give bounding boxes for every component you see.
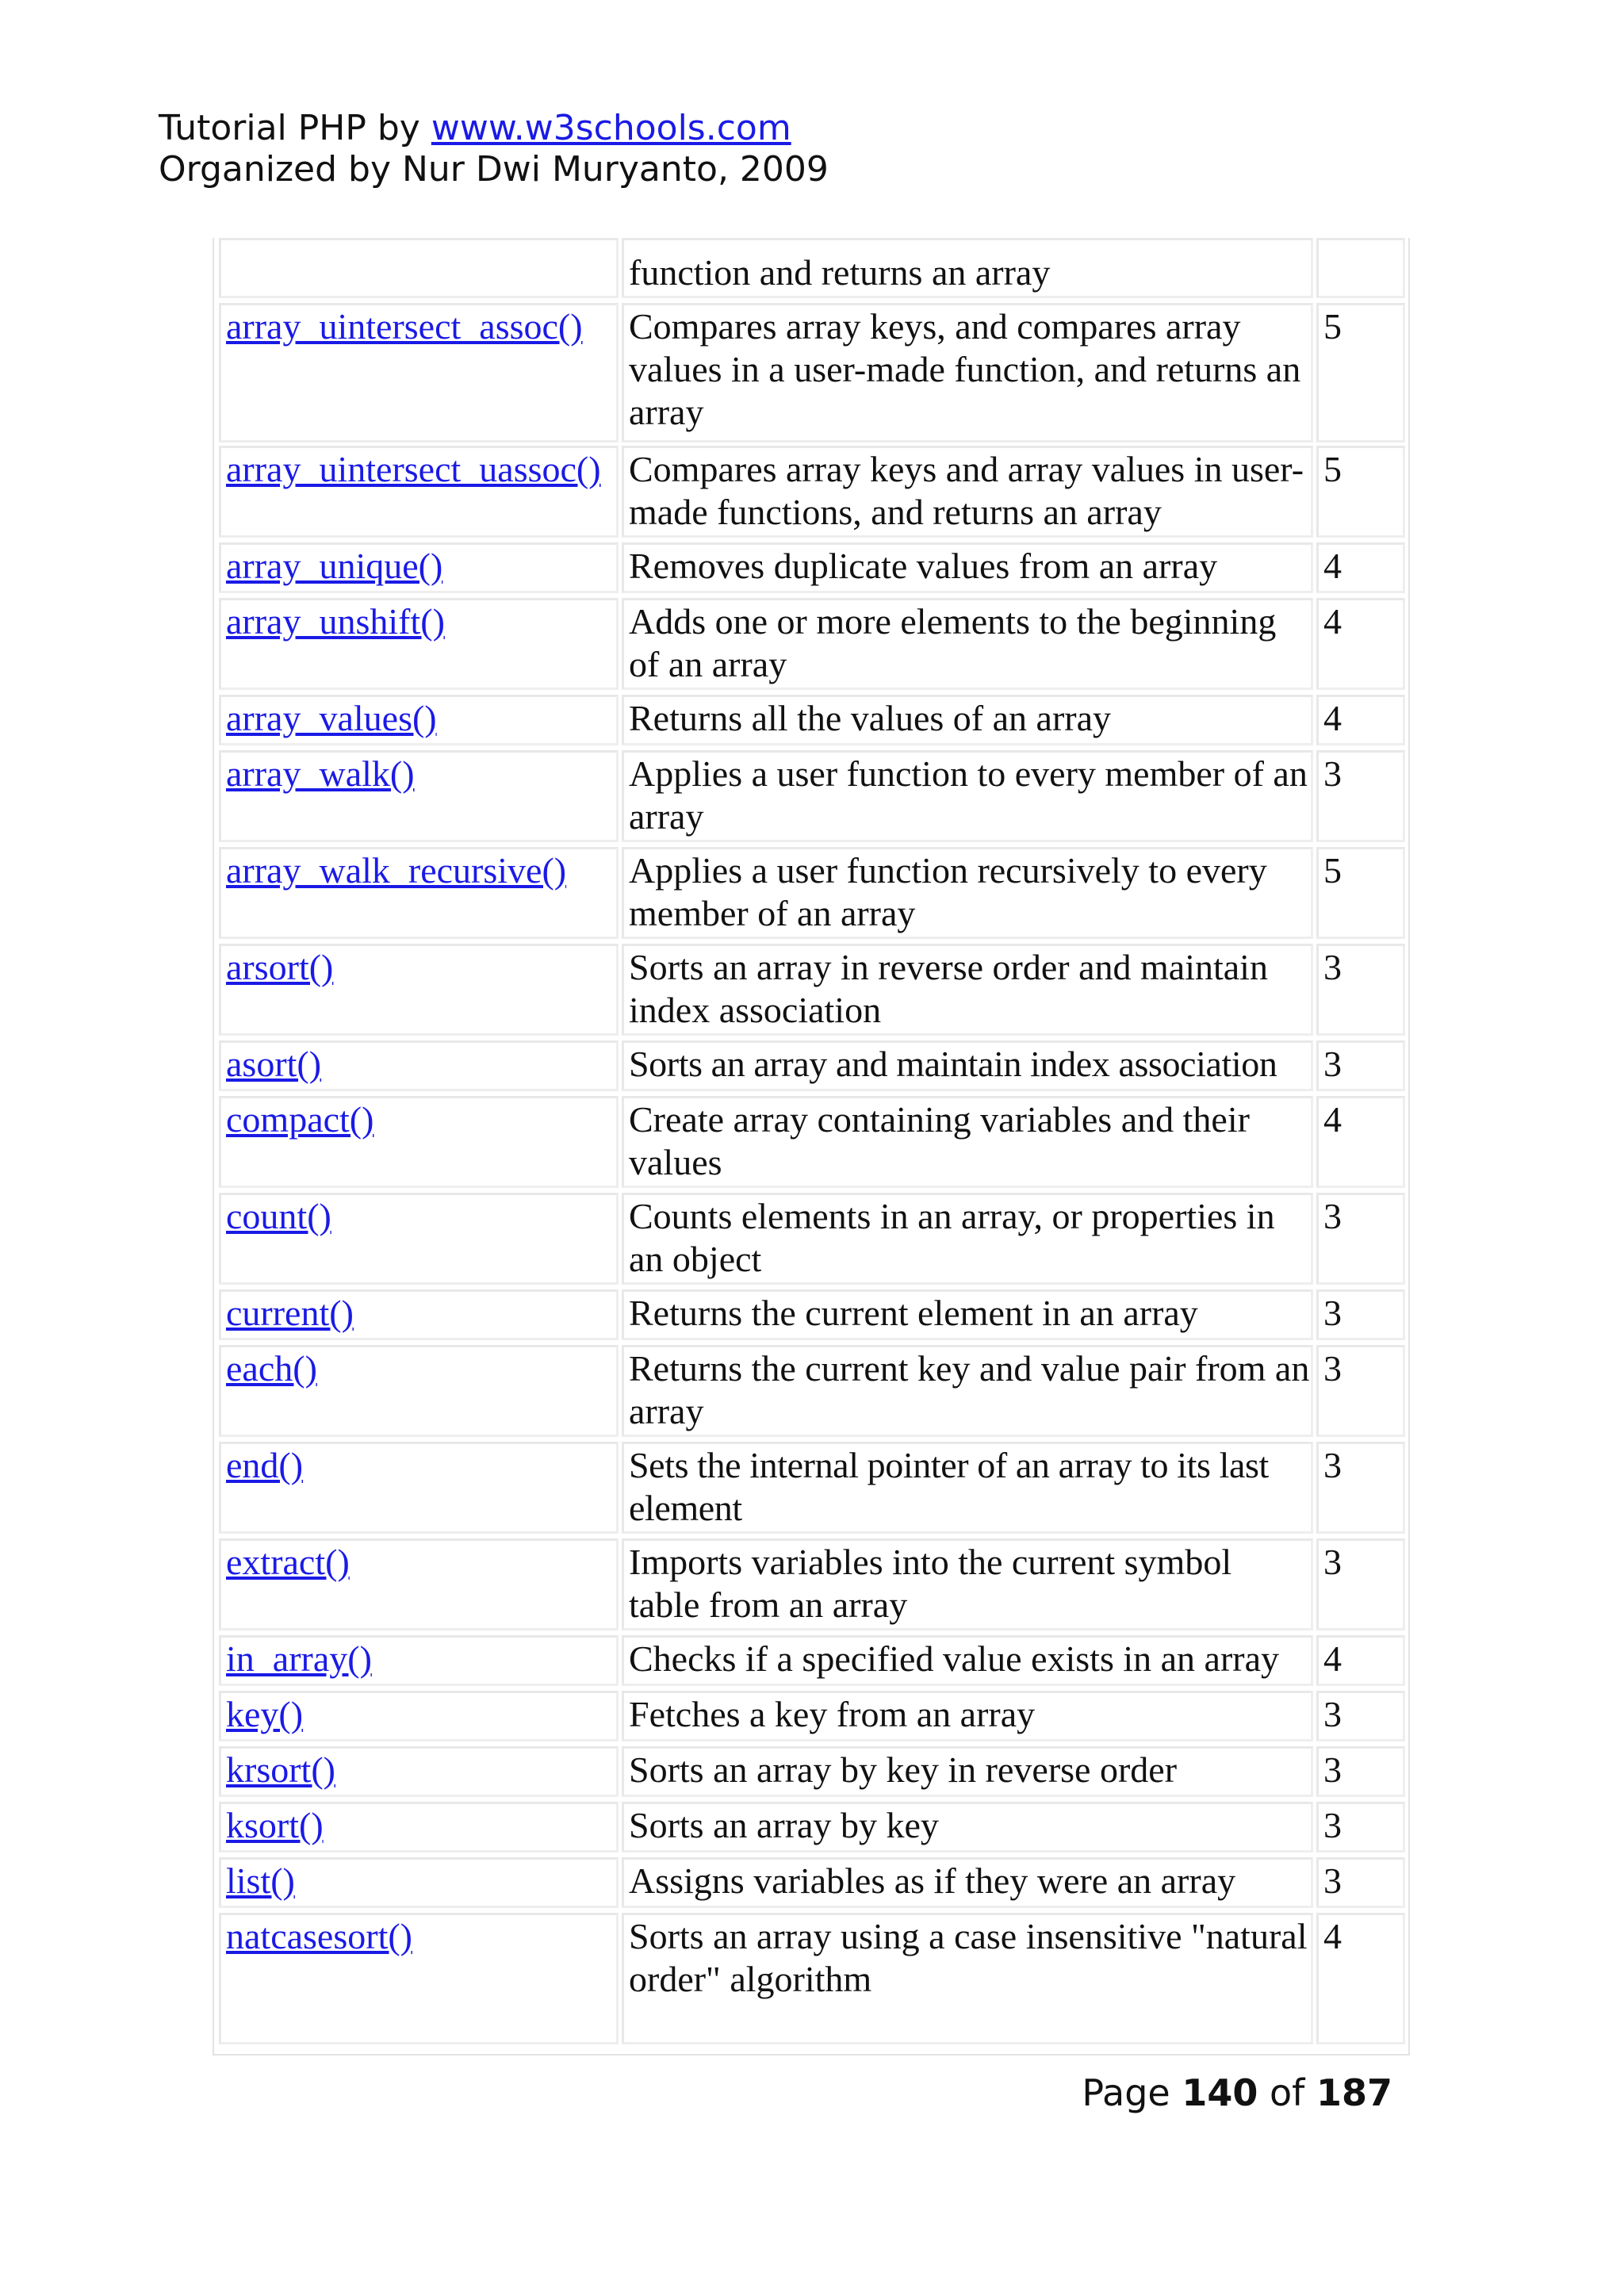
- function-cell: [219, 1635, 619, 1686]
- version-cell: 3: [1316, 1289, 1405, 1340]
- function-link[interactable]: array_walk(): [226, 753, 415, 794]
- description-cell: Compares array keys, and compares array values in a user-made function, and returns an array: [622, 303, 1313, 443]
- function-cell: [219, 1857, 619, 1908]
- header-line-2: Organized by Nur Dwi Muryanto, 2009: [159, 149, 829, 190]
- function-link[interactable]: count(): [226, 1196, 331, 1236]
- description-cell: Removes duplicate values from an array: [622, 542, 1313, 593]
- version-cell: 3: [1316, 1691, 1405, 1741]
- page-header: [159, 108, 829, 190]
- function-link[interactable]: array_unshift(): [226, 601, 445, 642]
- description-cell: Create array containing variables and their values: [622, 1096, 1313, 1188]
- version-cell: 3: [1316, 1802, 1405, 1852]
- w3schools-link[interactable]: www.w3schools.com: [431, 108, 791, 148]
- function-link[interactable]: array_uintersect_assoc(): [226, 306, 583, 347]
- function-link[interactable]: array_unique(): [226, 546, 443, 586]
- header-line-1: [159, 108, 829, 149]
- function-link[interactable]: ksort(): [226, 1805, 324, 1845]
- description-cell: Returns all the values of an array: [622, 695, 1313, 745]
- function-cell: [219, 1289, 619, 1340]
- function-cell: [219, 1746, 619, 1797]
- version-cell: 3: [1316, 1345, 1405, 1437]
- function-link[interactable]: array_walk_recursive(): [226, 850, 567, 891]
- description-cell: Assigns variables as if they were an array: [622, 1857, 1313, 1908]
- version-cell: [1316, 238, 1405, 298]
- version-cell: 5: [1316, 446, 1405, 538]
- function-cell: [219, 1096, 619, 1188]
- description-cell: Returns the current key and value pair from an array: [622, 1345, 1313, 1437]
- function-link[interactable]: array_values(): [226, 698, 437, 738]
- description-cell: Sets the internal pointer of an array to its last element: [622, 1442, 1313, 1534]
- version-cell: 4: [1316, 695, 1405, 745]
- function-cell: [219, 1913, 619, 2044]
- function-link[interactable]: list(): [226, 1860, 295, 1901]
- description-cell: Sorts an array using a case insensitive "natural order" algorithm: [622, 1913, 1313, 2044]
- function-link[interactable]: current(): [226, 1293, 354, 1333]
- function-link[interactable]: end(): [226, 1445, 304, 1485]
- function-cell: [219, 1538, 619, 1630]
- function-cell: [219, 944, 619, 1036]
- page-label: Page: [1082, 2071, 1170, 2114]
- description-cell: Applies a user function to every member of an array: [622, 750, 1313, 842]
- description-cell: Sorts an array by key: [622, 1802, 1313, 1852]
- function-cell: [219, 1442, 619, 1534]
- header-prefix: Tutorial PHP by: [159, 108, 431, 148]
- version-cell: 3: [1316, 1040, 1405, 1091]
- description-cell: Sorts an array in reverse order and maintain index association: [622, 944, 1313, 1036]
- version-cell: 5: [1316, 847, 1405, 939]
- function-link[interactable]: arsort(): [226, 947, 334, 987]
- function-link[interactable]: in_array(): [226, 1638, 372, 1679]
- version-cell: 3: [1316, 1442, 1405, 1534]
- description-cell: Sorts an array and maintain index association: [622, 1040, 1313, 1091]
- page-footer: [1082, 2071, 1392, 2114]
- total-pages: 187: [1316, 2071, 1392, 2114]
- function-cell: [219, 598, 619, 690]
- function-cell: [219, 1193, 619, 1285]
- version-cell: 3: [1316, 1193, 1405, 1285]
- function-link[interactable]: array_uintersect_uassoc(): [226, 449, 601, 489]
- function-cell: [219, 1691, 619, 1741]
- function-link[interactable]: natcasesort(): [226, 1916, 412, 1956]
- description-cell: Returns the current element in an array: [622, 1289, 1313, 1340]
- function-cell: [219, 695, 619, 745]
- function-cell: [219, 750, 619, 842]
- functions-table: [213, 238, 1410, 2056]
- description-cell: Applies a user function recursively to every member of an array: [622, 847, 1313, 939]
- version-cell: 4: [1316, 598, 1405, 690]
- version-cell: 4: [1316, 1096, 1405, 1188]
- description-cell: Checks if a specified value exists in an array: [622, 1635, 1313, 1686]
- description-cell: Fetches a key from an array: [622, 1691, 1313, 1741]
- function-link[interactable]: krsort(): [226, 1749, 335, 1790]
- version-cell: 5: [1316, 303, 1405, 443]
- function-link[interactable]: extract(): [226, 1542, 350, 1582]
- function-link[interactable]: compact(): [226, 1099, 374, 1140]
- function-cell: [219, 446, 619, 538]
- function-link[interactable]: each(): [226, 1348, 317, 1389]
- function-cell: [219, 303, 619, 443]
- version-cell: 4: [1316, 1635, 1405, 1686]
- function-cell: [219, 847, 619, 939]
- description-cell: Compares array keys and array values in user-made functions, and returns an array: [622, 446, 1313, 538]
- version-cell: 4: [1316, 542, 1405, 593]
- version-cell: 3: [1316, 1538, 1405, 1630]
- description-cell: Counts elements in an array, or properties in an object: [622, 1193, 1313, 1285]
- version-cell: 3: [1316, 750, 1405, 842]
- function-cell: [219, 1040, 619, 1091]
- of-label: of: [1270, 2071, 1305, 2114]
- version-cell: 3: [1316, 1746, 1405, 1797]
- function-cell: [219, 542, 619, 593]
- function-link[interactable]: key(): [226, 1694, 304, 1734]
- function-cell: [219, 238, 619, 298]
- version-cell: 3: [1316, 1857, 1405, 1908]
- function-cell: [219, 1802, 619, 1852]
- function-cell: [219, 1345, 619, 1437]
- description-cell: Sorts an array by key in reverse order: [622, 1746, 1313, 1797]
- version-cell: 4: [1316, 1913, 1405, 2044]
- version-cell: 3: [1316, 944, 1405, 1036]
- description-cell: Imports variables into the current symbol table from an array: [622, 1538, 1313, 1630]
- page-number: 140: [1182, 2071, 1258, 2114]
- description-cell: Adds one or more elements to the beginning of an array: [622, 598, 1313, 690]
- description-cell: function and returns an array: [622, 238, 1313, 298]
- function-link[interactable]: asort(): [226, 1044, 322, 1084]
